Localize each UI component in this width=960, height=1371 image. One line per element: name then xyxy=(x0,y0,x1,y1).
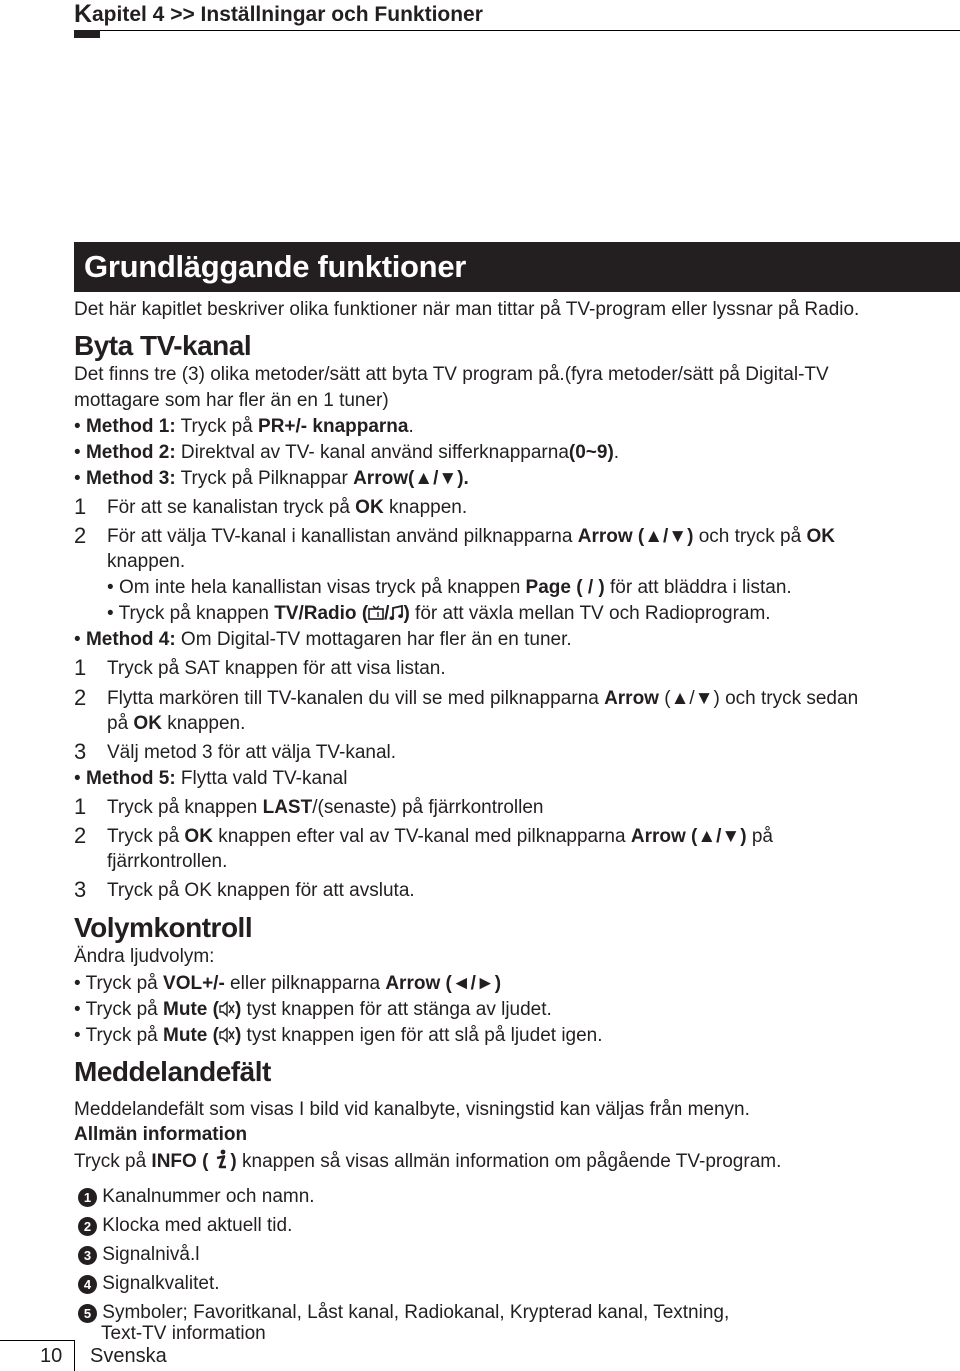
info-icon xyxy=(208,1149,230,1169)
step-number: 3 xyxy=(74,739,87,764)
step-mid: (▲/▼) och tryck sedan xyxy=(658,688,859,709)
method-5-item xyxy=(74,767,347,791)
step-text: på xyxy=(107,713,134,734)
item-text: Signalkvalitet. xyxy=(102,1273,220,1294)
bullet-end: tyst knappen igen för att slå på ljudet igen. xyxy=(241,1025,603,1046)
sub-key: Page ( / ) xyxy=(525,577,605,598)
step-text: Tryck på knappen xyxy=(107,797,263,818)
number-badge: 1 xyxy=(78,1188,97,1207)
bullet: • xyxy=(74,1025,86,1046)
item-text: Klocka med aktuell tid. xyxy=(102,1215,293,1236)
step-text: Tryck på xyxy=(107,826,185,847)
number-badge: 4 xyxy=(78,1275,97,1294)
chapter-header xyxy=(74,0,960,31)
method-4-step-3: Välj metod 3 för att välja TV-kanal. xyxy=(107,742,397,763)
info-key: ) xyxy=(230,1151,237,1172)
bullet-key: Arrow (◄/►) xyxy=(385,973,502,994)
step-end: på xyxy=(746,826,773,847)
section-title-bar xyxy=(74,242,960,292)
method-text: Direktval av TV- kanal använd sifferknapparna xyxy=(175,442,569,463)
sub-end: för att bläddra i listan. xyxy=(604,577,792,598)
step-end: /(senaste) på fjärrkontrollen xyxy=(312,797,544,818)
step-number: 1 xyxy=(74,794,87,819)
method-label: Method 1: xyxy=(85,416,176,437)
method-4-step-2-cont xyxy=(107,712,245,736)
info-item-3 xyxy=(78,1243,199,1267)
method-label: Method 4: xyxy=(85,629,176,650)
method-text: Tryck på Pilknappar xyxy=(175,468,354,489)
step-number: 2 xyxy=(74,685,87,710)
sub-text: Tryck på knappen xyxy=(118,603,275,624)
step-key: OK xyxy=(133,713,162,734)
step-text: För att se kanalistan tryck på xyxy=(107,497,356,518)
bullet-key: Mute ( xyxy=(163,1025,219,1046)
step-number: 2 xyxy=(74,523,87,548)
heading-meddelandefalt: Meddelandefält xyxy=(74,1056,271,1087)
step-key: OK xyxy=(355,497,384,518)
step-key: OK xyxy=(184,826,213,847)
method-4-item xyxy=(74,628,572,652)
heading-byta-tv-kanal: Byta TV-kanal xyxy=(74,330,252,361)
method-label: Method 5: xyxy=(85,768,176,789)
header-tab-mark xyxy=(74,30,100,38)
info-item-4 xyxy=(78,1272,220,1296)
bullet-text: Tryck på xyxy=(85,999,164,1020)
step-key: Arrow xyxy=(604,688,659,709)
method-end: . xyxy=(408,416,414,437)
bullet: • xyxy=(107,603,119,624)
step-number: 2 xyxy=(74,823,87,848)
info-item-2 xyxy=(78,1214,292,1238)
method-4-step-1: Tryck på SAT knappen för att visa listan. xyxy=(107,658,446,679)
page-number-box xyxy=(0,1340,75,1371)
bullet-key: ) xyxy=(234,999,242,1020)
item-text: Symboler; Favoritkanal, Låst kanal, Radiokanal, Krypterad kanal, Textning, xyxy=(102,1302,730,1323)
volym-bullet-3 xyxy=(74,1024,603,1048)
method-end: . xyxy=(613,442,620,463)
bullet-key: ) xyxy=(234,1025,242,1046)
method-3-item xyxy=(74,467,469,491)
medd-line-1: Meddelandefält som visas I bild vid kanalbyte, visningstid kan väljas från menyn. xyxy=(74,1099,750,1120)
step-key: LAST xyxy=(262,797,313,818)
sub-key: ) xyxy=(403,603,410,624)
step-key: Arrow (▲/▼) xyxy=(577,526,694,547)
method-4-step-2 xyxy=(107,687,858,711)
method-5-step-2-cont: fjärrkontrollen. xyxy=(107,851,228,872)
bullet: • xyxy=(74,999,86,1020)
method-text: Om Digital-TV mottagaren har fler än en tuner. xyxy=(175,629,572,650)
step-mid: och tryck på xyxy=(693,526,807,547)
number-badge: 5 xyxy=(78,1304,97,1323)
method-text: Tryck på xyxy=(175,416,259,437)
intro-text: Det här kapitlet beskriver olika funktioner när man tittar på TV-program eller lyssnar på Radio. xyxy=(74,299,860,320)
number-badge: 3 xyxy=(78,1246,97,1265)
step-1-text xyxy=(107,496,467,520)
bullet-text: Tryck på xyxy=(85,973,164,994)
info-text: Tryck på xyxy=(74,1151,152,1172)
bullet: • xyxy=(107,577,119,598)
method-1-item xyxy=(74,415,414,439)
bullet-mid: eller pilknapparna xyxy=(224,973,386,994)
item-text: Signalnivå.l xyxy=(102,1244,200,1265)
method-key: PR+/- knapparna xyxy=(258,416,409,437)
sub-end: för att växla mellan TV och Radioprogram. xyxy=(409,603,771,624)
tv-icon xyxy=(368,605,384,621)
allman-information-heading: Allmän information xyxy=(74,1124,248,1145)
step-text: För att välja TV-kanal i kanallistan använd pilknapparna xyxy=(107,526,578,547)
step-text: Flytta markören till TV-kanalen du vill se med pilknapparna xyxy=(107,688,605,709)
bullet: • xyxy=(74,973,86,994)
method-label: Method 2: xyxy=(85,442,176,463)
bullet-key: VOL+/- xyxy=(163,973,225,994)
step-number: 1 xyxy=(74,494,87,519)
info-line xyxy=(74,1149,781,1174)
chapter-header-text: apitel 4 >> Inställningar och Funktioner xyxy=(92,3,483,26)
sub-bullet-page xyxy=(107,576,792,600)
step-end: knappen. xyxy=(383,497,468,518)
mute-icon xyxy=(219,1027,235,1043)
section-title: Grundläggande funktioner xyxy=(84,249,467,284)
bullet-text: Tryck på xyxy=(85,1025,164,1046)
bullet: • xyxy=(74,629,86,650)
byta-line-2: mottagare som har fler än en 1 tuner) xyxy=(74,390,389,411)
sub-key: TV/Radio ( xyxy=(274,603,369,624)
method-label: Method 3: xyxy=(85,468,176,489)
number-badge: 2 xyxy=(78,1217,97,1236)
step-2-cont: knappen. xyxy=(107,551,186,572)
method-text: Flytta vald TV-kanal xyxy=(175,768,348,789)
chapter-header-initial: K xyxy=(74,0,93,28)
volym-sub: Ändra ljudvolym: xyxy=(74,946,215,967)
slash: / xyxy=(384,603,390,624)
info-item-1 xyxy=(78,1185,315,1209)
sub-bullet-tv-radio xyxy=(107,602,771,626)
step-mid: knappen efter val av TV-kanal med pilknapparna xyxy=(212,826,631,847)
item-text: Kanalnummer och namn. xyxy=(102,1186,315,1207)
bullet-end: tyst knappen för att stänga av ljudet. xyxy=(241,999,552,1020)
step-number: 3 xyxy=(74,877,87,902)
heading-volymkontroll: Volymkontroll xyxy=(74,912,253,943)
music-note-icon xyxy=(389,605,403,621)
volym-bullet-2 xyxy=(74,998,552,1022)
method-5-step-3: Tryck på OK knappen för att avsluta. xyxy=(107,880,415,901)
bullet-key: Mute ( xyxy=(163,999,219,1020)
step-key: OK xyxy=(806,526,835,547)
method-2-item xyxy=(74,441,619,465)
mute-icon xyxy=(219,1001,235,1017)
method-5-step-2 xyxy=(107,825,773,849)
bullet: • xyxy=(74,768,86,789)
footer-language: Svenska xyxy=(90,1345,167,1367)
step-key: Arrow (▲/▼) xyxy=(630,826,747,847)
info-item-5-cont: Text-TV information xyxy=(101,1323,266,1344)
info-end: knappen så visas allmän information om pågående TV-program. xyxy=(236,1151,782,1172)
step-2-text xyxy=(107,525,835,549)
byta-line-1: Det finns tre (3) olika metoder/sätt att byta TV program på.(fyra metoder/sätt på Digital-TV xyxy=(74,364,829,385)
step-end: knappen. xyxy=(161,713,246,734)
method-key: (0~9) xyxy=(568,442,614,463)
step-number: 1 xyxy=(74,655,87,680)
sub-text: Om inte hela kanallistan visas tryck på knappen xyxy=(118,577,526,598)
volym-bullet-1 xyxy=(74,972,501,996)
info-key: INFO ( xyxy=(151,1151,209,1172)
bullet: • xyxy=(74,442,86,463)
bullet: • xyxy=(74,468,86,489)
method-5-step-1 xyxy=(107,796,544,820)
bullet: • xyxy=(74,416,86,437)
method-key: Arrow(▲/▼). xyxy=(353,468,469,489)
page-number: 10 xyxy=(40,1345,63,1367)
